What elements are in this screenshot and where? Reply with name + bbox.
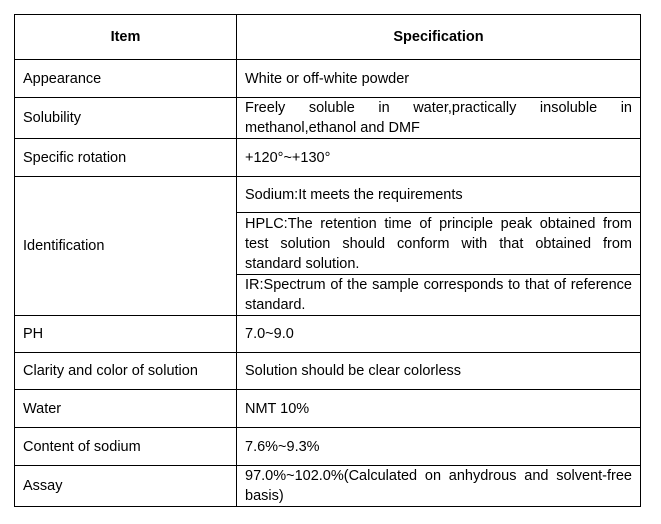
table-row [15, 139, 641, 177]
row-spec: IR:Spectrum of the sample corresponds to that of reference standard. [237, 275, 641, 316]
row-item: Appearance [15, 60, 237, 98]
row-item: Solubility [15, 98, 237, 139]
table-row [15, 390, 641, 428]
row-item: Assay [15, 466, 237, 507]
row-item: Clarity and color of solution [15, 353, 237, 390]
row-spec: +120°~+130° [237, 139, 641, 177]
row-spec: 97.0%~102.0%(Calculated on anhydrous and solvent-free basis) [237, 466, 641, 507]
row-spec: Solution should be clear colorless [237, 353, 641, 390]
table-row [15, 60, 641, 98]
row-item: Content of sodium [15, 428, 237, 466]
table-row [15, 466, 641, 507]
header-item: Item [15, 15, 237, 60]
header-specification: Specification [237, 15, 641, 60]
table-row [15, 98, 641, 139]
row-item: PH [15, 316, 237, 353]
row-spec: Sodium:It meets the requirements [237, 177, 641, 213]
specification-table [14, 14, 641, 507]
row-spec: 7.0~9.0 [237, 316, 641, 353]
row-item: Water [15, 390, 237, 428]
table-row [15, 177, 641, 213]
row-spec: NMT 10% [237, 390, 641, 428]
row-spec: 7.6%~9.3% [237, 428, 641, 466]
row-spec: Freely soluble in water,practically insoluble in methanol,ethanol and DMF [237, 98, 641, 139]
row-item: Specific rotation [15, 139, 237, 177]
table-row [15, 428, 641, 466]
row-item: Identification [15, 177, 237, 316]
row-spec: HPLC:The retention time of principle peak obtained from test solution should conform with that obtained from standard solution. [237, 213, 641, 275]
table-row [15, 316, 641, 353]
row-spec: White or off-white powder [237, 60, 641, 98]
table-row [15, 353, 641, 390]
header-row [15, 15, 641, 60]
